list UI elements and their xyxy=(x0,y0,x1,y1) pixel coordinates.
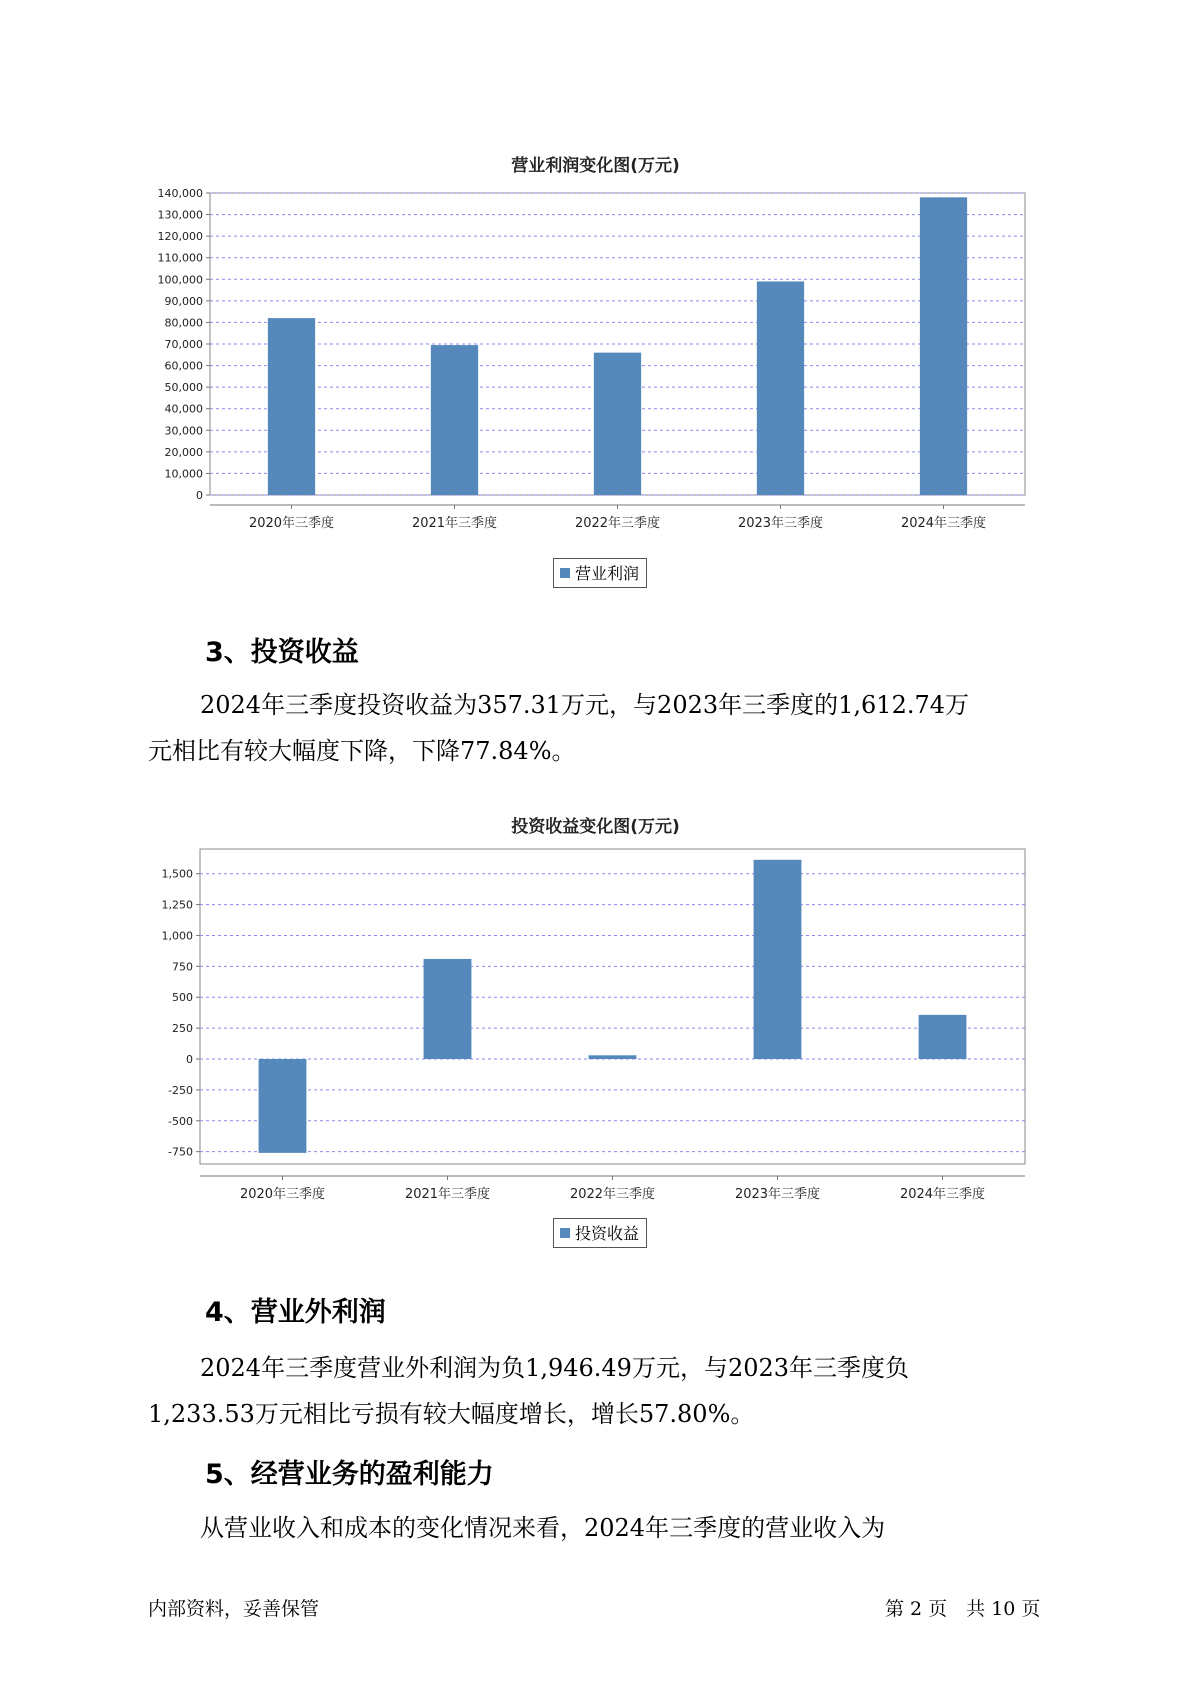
heading-non-operating-profit: 4、营业外利润 xyxy=(205,1297,386,1328)
x-tick-label: 2021年三季度 xyxy=(404,1187,491,1202)
y-tick-label: 30,000 xyxy=(164,424,203,438)
y-tick-label: -750 xyxy=(168,1145,193,1159)
y-tick-label: 20,000 xyxy=(164,445,203,459)
y-tick-label: 750 xyxy=(172,960,193,974)
text-line: 从营业收入和成本的变化情况来看，2024年三季度的营业收入为 xyxy=(200,1514,886,1542)
y-tick-label: 1,250 xyxy=(161,898,193,912)
y-tick-label: 90,000 xyxy=(164,294,203,308)
text-line: 元相比有较大幅度下降，下降77.84%。 xyxy=(148,737,576,765)
y-tick-label: 110,000 xyxy=(157,251,203,265)
y-tick-label: 50,000 xyxy=(164,381,203,395)
chart-title-investment-income: 投资收益变化图(万元) xyxy=(511,817,680,837)
legend-swatch xyxy=(560,568,570,578)
y-tick-label: 80,000 xyxy=(164,316,203,330)
x-tick-label: 2024年三季度 xyxy=(900,516,987,531)
operating-profit-chart xyxy=(150,185,1030,535)
heading-operating-profitability: 5、经营业务的盈利能力 xyxy=(205,1459,494,1490)
bar-4 xyxy=(754,860,802,1059)
y-tick-label: 130,000 xyxy=(157,208,203,222)
heading-investment-income: 3、投资收益 xyxy=(205,637,359,668)
y-tick-label: 1,000 xyxy=(161,929,193,943)
x-tick-label: 2020年三季度 xyxy=(248,516,335,531)
bar-4 xyxy=(757,281,804,495)
bar-2 xyxy=(424,959,472,1059)
x-tick-label: 2020年三季度 xyxy=(239,1187,326,1202)
y-tick-label: 0 xyxy=(186,1053,193,1066)
legend-swatch xyxy=(560,1228,570,1238)
x-tick-label: 2021年三季度 xyxy=(411,516,498,531)
investment-income-chart xyxy=(150,848,1030,1208)
y-tick-label: 140,000 xyxy=(157,187,203,200)
text-line: 2024年三季度营业外利润为负1,946.49万元，与2023年三季度负 xyxy=(200,1354,910,1382)
y-tick-label: 1,500 xyxy=(161,867,193,881)
y-tick-label: 100,000 xyxy=(157,273,203,287)
bar-3 xyxy=(594,353,641,495)
x-tick-label: 2023年三季度 xyxy=(734,1187,821,1202)
x-tick-label: 2022年三季度 xyxy=(574,516,661,531)
x-tick-label: 2023年三季度 xyxy=(737,516,824,531)
paragraph-non-operating-profit xyxy=(148,1345,1048,1437)
legend-label: 投资收益 xyxy=(575,1224,640,1243)
y-tick-label: 10,000 xyxy=(164,467,203,481)
y-tick-label: -250 xyxy=(168,1083,193,1097)
y-tick-label: 250 xyxy=(172,1022,193,1036)
plot-area xyxy=(200,849,1025,1164)
text-line: 2024年三季度投资收益为357.31万元，与2023年三季度的1,612.74万 xyxy=(200,691,970,719)
bar-5 xyxy=(920,197,967,495)
bar-3 xyxy=(589,1055,637,1059)
text-line: 1,233.53万元相比亏损有较大幅度增长，增长57.80%。 xyxy=(148,1400,755,1428)
y-tick-label: 500 xyxy=(172,991,193,1005)
y-tick-label: 120,000 xyxy=(157,230,203,244)
bar-1 xyxy=(259,1059,307,1153)
chart-title-operating-profit: 营业利润变化图(万元) xyxy=(511,156,680,176)
x-tick-label: 2022年三季度 xyxy=(569,1187,656,1202)
bar-5 xyxy=(919,1015,967,1059)
y-tick-label: 60,000 xyxy=(164,359,203,373)
x-tick-label: 2024年三季度 xyxy=(899,1187,986,1202)
legend-operating-profit xyxy=(553,558,647,588)
footer-page-number: 第 2 页 共 10 页 xyxy=(885,1598,1041,1620)
y-tick-label: 40,000 xyxy=(164,402,203,416)
bar-2 xyxy=(431,345,478,495)
bar-1 xyxy=(268,318,315,495)
y-tick-label: 0 xyxy=(196,489,203,502)
y-tick-label: 70,000 xyxy=(164,338,203,351)
legend-investment-income xyxy=(553,1218,647,1248)
paragraph-operating-profitability xyxy=(148,1505,1048,1551)
y-tick-label: -500 xyxy=(168,1114,193,1128)
footer-confidential-note: 内部资料，妥善保管 xyxy=(148,1598,320,1620)
legend-label: 营业利润 xyxy=(575,564,640,583)
paragraph-investment-income xyxy=(148,682,1048,774)
